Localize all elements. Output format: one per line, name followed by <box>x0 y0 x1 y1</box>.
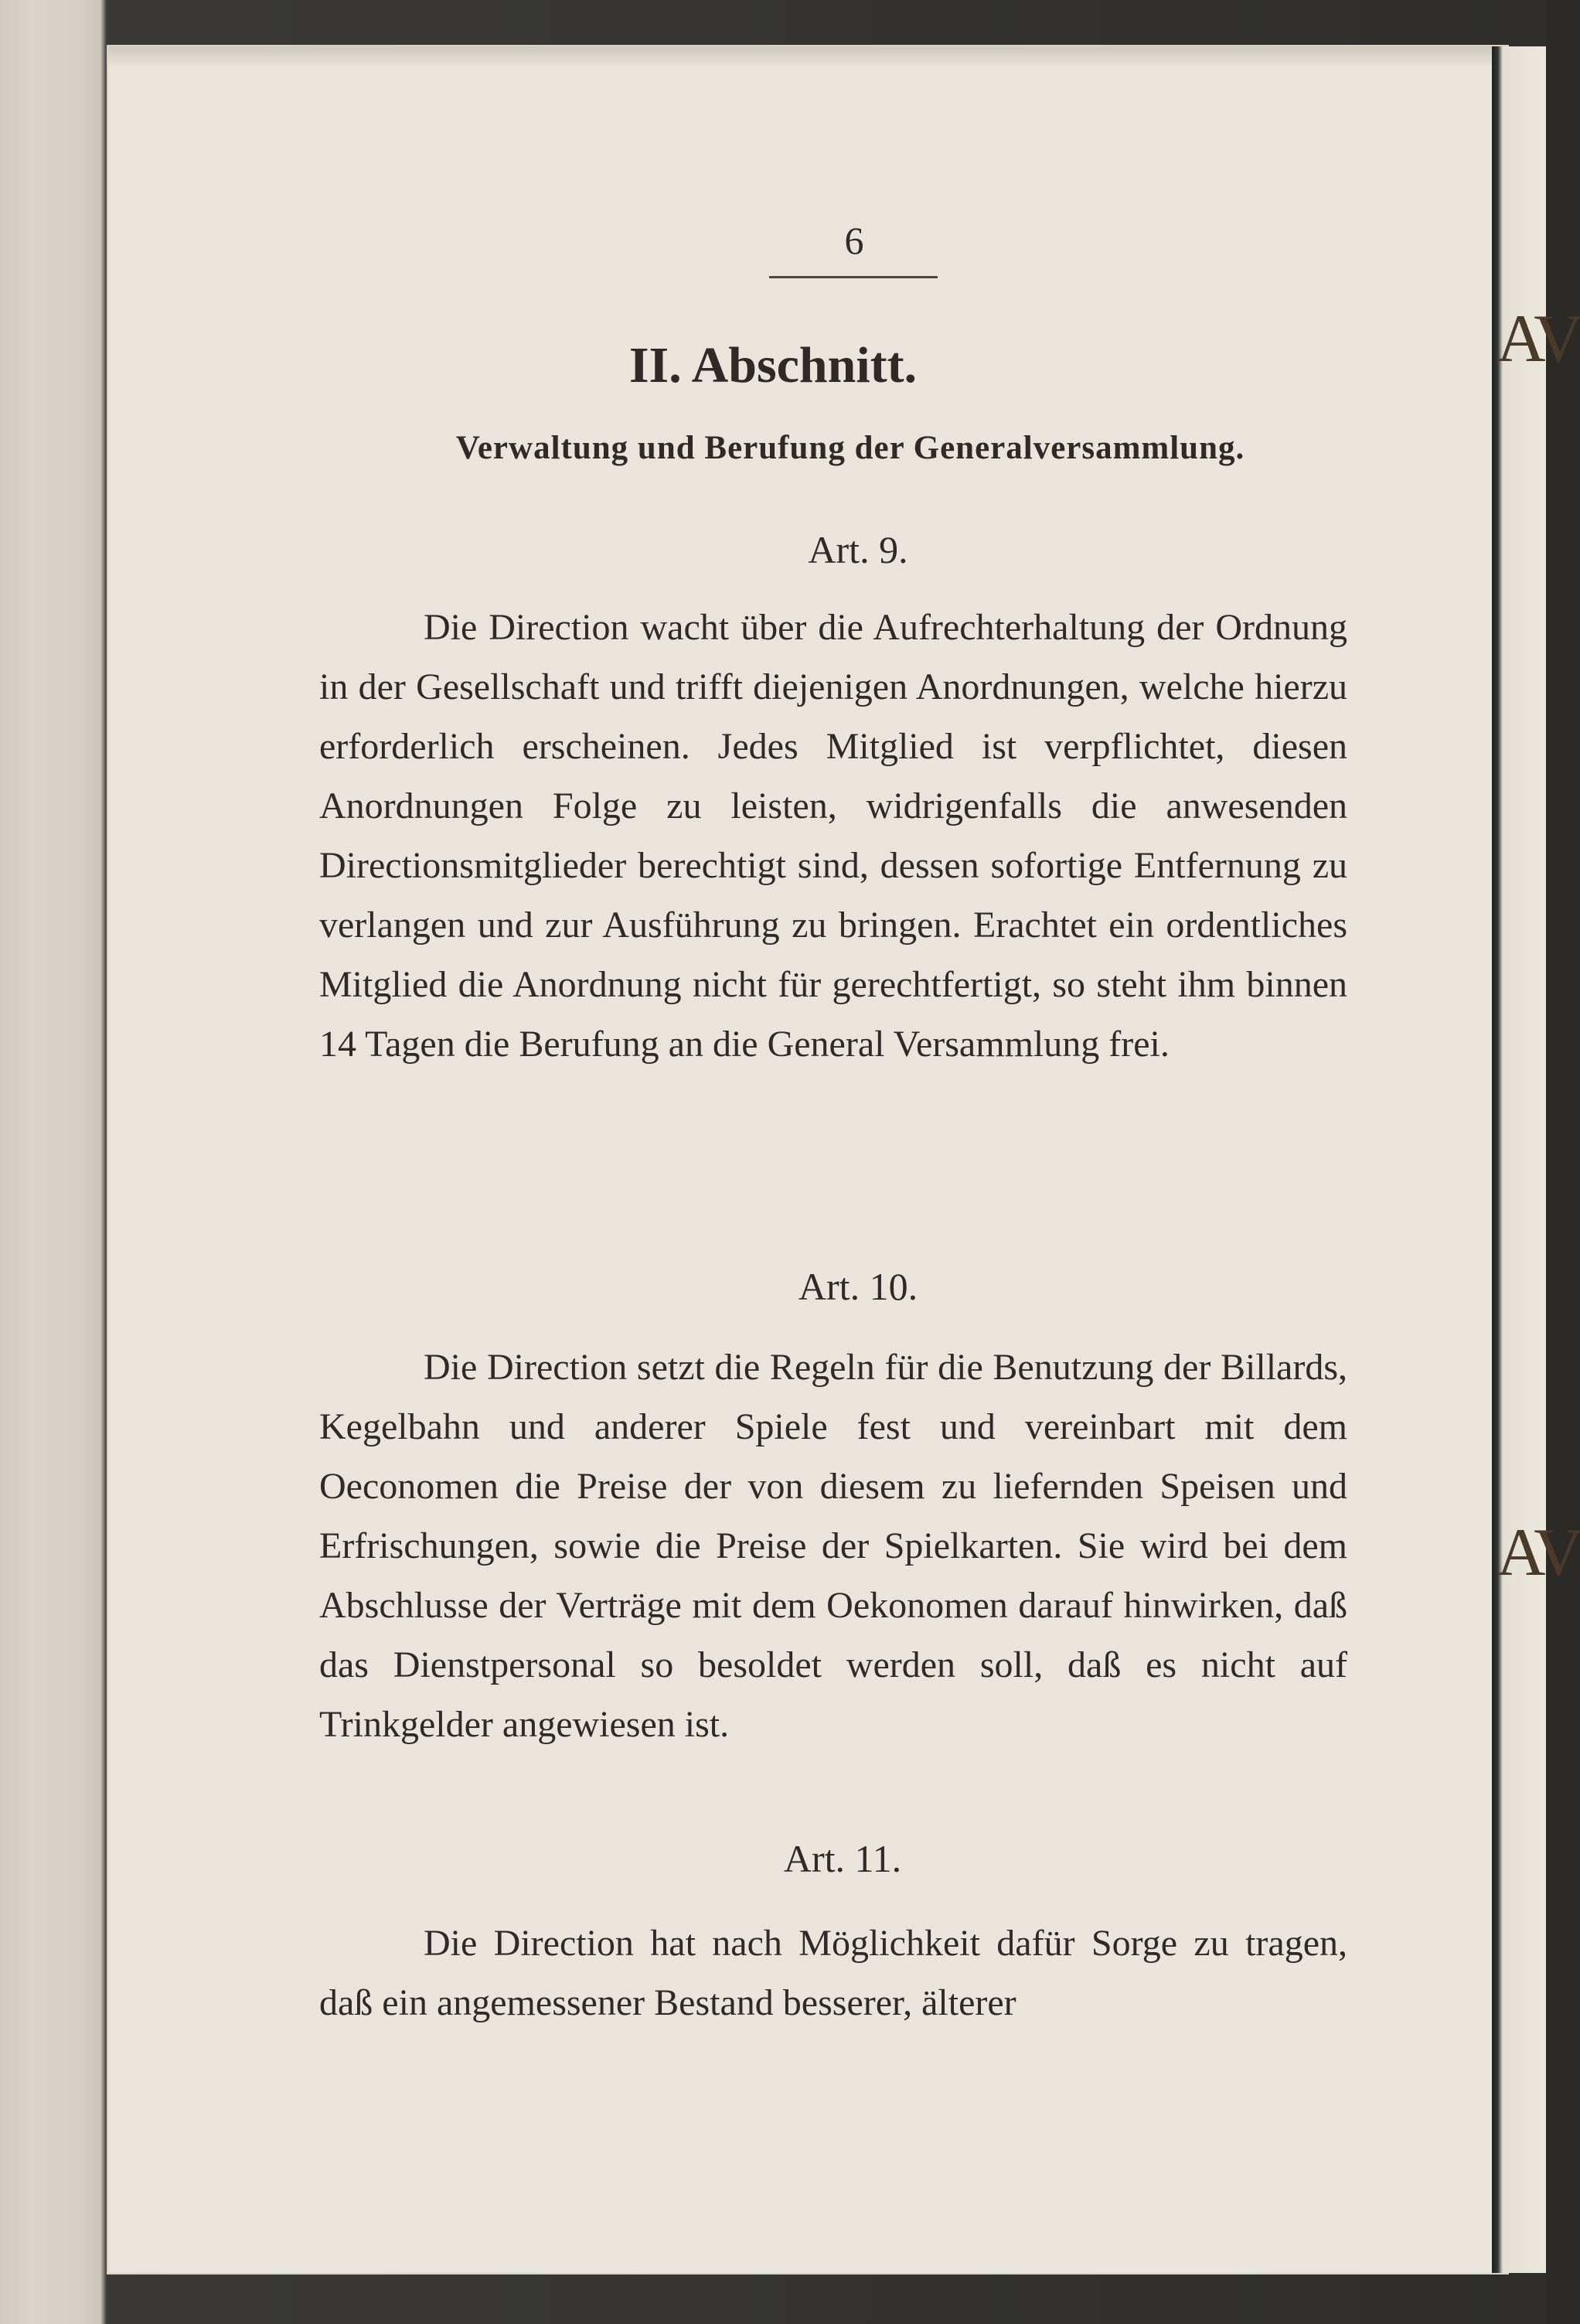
page-number: 6 <box>844 219 864 262</box>
section-subtitle: Verwaltung und Berufung der Generalversammlung. <box>455 430 1245 466</box>
article-9-text: Die Direction wacht über die Aufrechterhaltung der Ordnung in der Gesellschaft und trifft diejenigen Anordnungen, welche hierzu erforderlich erscheinen. Jedes Mitglied ist verpflichtet, diesen Anordnungen Folge zu leisten, widrigenfalls die anwesenden Directionsmitglieder berechtigt sind, dessen sofortige Entfernung zu verlangen und zur Ausführung zu bringen. Erachtet ein ordentliches Mitglied die Anordnung nicht für gerechtfertigt, so steht ihm binnen 14 Tagen die Berufung an die General Versammlung frei. <box>319 607 1347 1065</box>
header-rule <box>769 276 938 278</box>
article-10-heading: Art. 10. <box>798 1265 918 1308</box>
margin-mark-top: AV <box>1497 302 1580 377</box>
section-title: II. Abschnitt. <box>628 337 918 394</box>
article-11-heading: Art. 11. <box>783 1837 902 1880</box>
article-9-heading: Art. 9. <box>808 528 908 571</box>
margin-mark-bottom: AV <box>1497 1515 1580 1590</box>
article-10-text: Die Direction setzt die Regeln für die Benutzung der Billards, Kegelbahn und anderer Spiele fest und vereinbart mit dem Oeconomen die Preise der von diesem zu liefernden Speisen und Erfrischungen, sowie die Preise der Spielkarten. Sie wird bei dem Abschlusse der Verträge mit dem Oekonomen darauf hinwirken, daß das Dienstpersonal so besoldet werden soll, daß es nicht auf Trinkgelder angewiesen ist. <box>319 1347 1347 1745</box>
article-11-text: Die Direction hat nach Möglichkeit dafür Sorge zu tragen, daß ein angemessener Bestand besserer, älterer <box>319 1923 1347 2023</box>
